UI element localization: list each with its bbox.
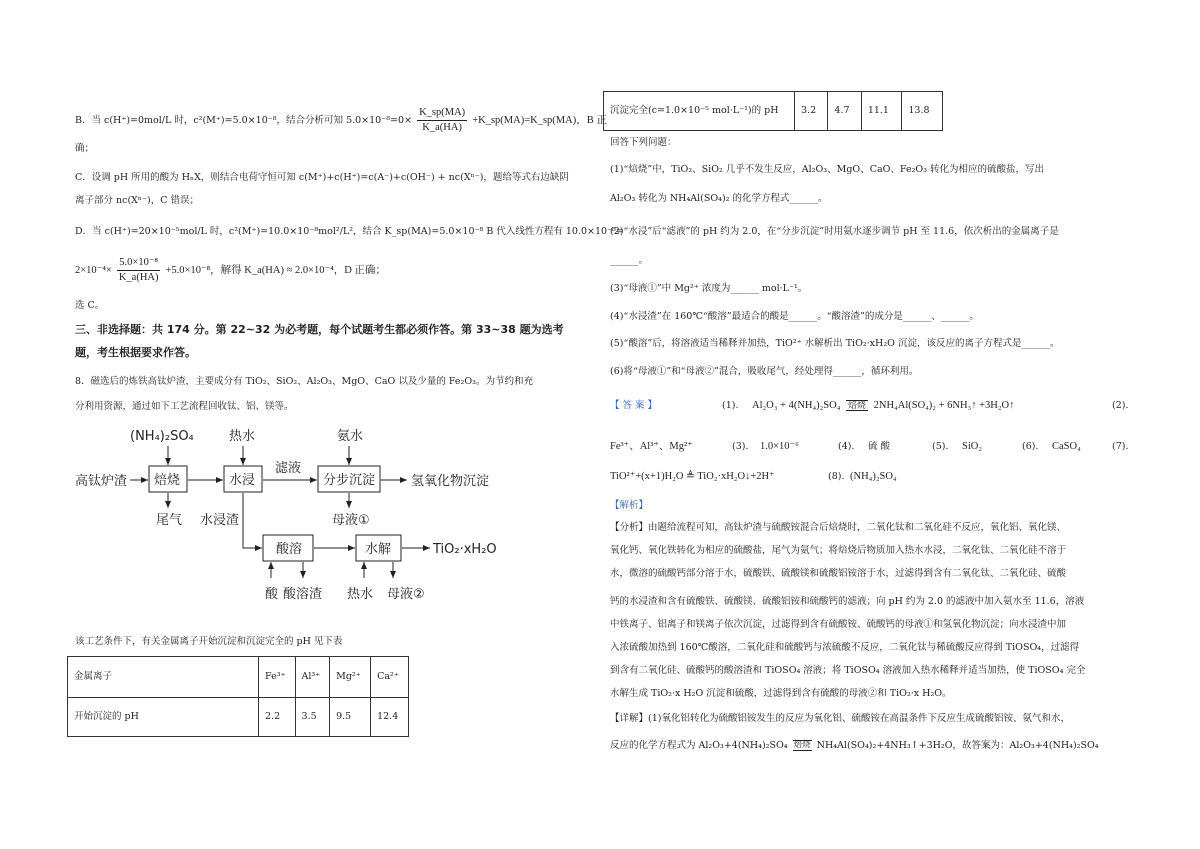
option-c-line1: C．设调 pH 所用的酸为 HₙX，则结合电荷守恒可知 c(M⁺)+c(H⁺)=c(A⁻)+c(OH⁻) + nc(Xⁿ⁻)，题给等式右边缺阴 — [75, 172, 569, 183]
answer-4: 硫 酸 — [868, 441, 891, 452]
analysis-line: 水解生成 TiO₂·x H₂O 沉淀和硫酸，过滤得到含有硫酸的母液②和 TiO₂·x H₂O。 — [610, 688, 952, 699]
process-flow-diagram-bottom — [75, 560, 545, 610]
table-header-row — [68, 657, 409, 698]
analysis-line: 水，微溶的硫酸钙部分溶于水，硫酸铁、硫酸镁和硫酸铝铵溶于水，过滤得到含有二氧化钛、二氧化硅、硫酸 — [610, 568, 1067, 579]
analysis-line: 【分析】由题给流程可知，高钛炉渣与硫酸铵混合后焙烧时，二氧化钛和二氧化硅不反应，氧化铝、氧化镁、 — [610, 522, 1067, 533]
answer-1-number: (1). — [722, 400, 739, 411]
option-b-fraction: $\frac{K\_sp(MA)}{K\_a(HA)}$ — [419, 107, 466, 134]
flow-tail-gas: 尾气 — [156, 513, 183, 528]
subquestion-6: (6)将“母液①”和“母液②”混合，吸收尾气，经处理得______，循环利用。 — [610, 366, 919, 377]
flow-water-leach-residue: 水浸渣 — [200, 513, 240, 528]
subquestion-1-line2: Al₂O₃ 转化为 NH₄Al(SO₄)₂ 的化学方程式______。 — [610, 193, 828, 204]
flow-acid-residue: 酸溶渣 — [283, 587, 323, 602]
table-cell: 3.2 — [795, 92, 828, 131]
subquestion-2-line2: ______。 — [610, 255, 649, 266]
option-c-line2: 离子部分 nc(Xⁿ⁻)，C 错误； — [75, 195, 200, 206]
answer-1-equation: Al₂O₃ + 4(NH₄)₂SO₄ 焙烧 2NH₄Al(SO₄)₂ + 6NH₃↑ +3H₂O↑ — [752, 400, 1015, 411]
table-cell: Fe³⁺ — [259, 657, 296, 698]
table-cell: Ca²⁺ — [371, 657, 409, 698]
answer-label: 【 答 案 】 — [610, 400, 658, 411]
flow-box-roast-label: 焙烧 — [154, 473, 181, 488]
table-cell: 2.2 — [259, 698, 296, 737]
table-cell: 沉淀完全(c=1.0×10⁻⁵ mol·L⁻¹)的 pH — [604, 92, 795, 131]
section-heading-line1: 三、非选择题：共 174 分。第 22~32 为必考题，每个试题考生都必须作答。第 33~38 题为选考 — [75, 323, 564, 336]
flow-hot-water-input: 热水 — [347, 587, 374, 602]
table-cell: Al³⁺ — [295, 657, 330, 698]
subquestion-2-line1: (2)“水浸”后“滤液”的 pH 约为 2.0，在“分步沉淀”时用氨水逐步调节 pH 至 11.6，依次析出的金属离子是 — [610, 226, 1059, 237]
answer-7-number: (7). — [1112, 441, 1129, 452]
flow-box-hydrolysis-label: 水解 — [365, 542, 392, 557]
reaction-condition: 焙烧 — [793, 740, 811, 750]
option-b-line1: B．当 c(H⁺)=0mol/L 时，c²(M⁺)=5.0×10⁻⁸，结合分析可知 5.0×10⁻⁸=0× $\frac{K\_sp(MA)}{K\_a(HA)}$ +K_sp(MA)=K_sp(MA)，B 正 — [75, 106, 607, 135]
question-8-line1: 8．磁选后的炼铁高钛炉渣，主要成分有 TiO₂、SiO₂、Al₂O₃、MgO、CaO 以及少量的 Fe₂O₃。为节约和充 — [75, 376, 533, 387]
option-d-line2: 2×10⁻⁴× $\frac{\text{5.0×10⁻⁸}}{K\_a(HA)}$ +5.0×10⁻⁸，解得 K_a(HA) ≈ 2.0×10⁻⁴，D 正确； — [75, 256, 386, 285]
process-flow-diagram — [75, 420, 545, 580]
subquestion-1-line1: (1)“焙烧”中，TiO₂、SiO₂ 几乎不发生反应，Al₂O₃、MgO、CaO、Fe₂O₃ 转化为相应的硫酸盐，写出 — [610, 164, 1045, 175]
analysis-line: 钙的水浸渣和含有硫酸铁、硫酸镁、硫酸铝铵和硫酸钙的滤液；向 pH 约为 2.0 的滤液中加入氨水至 11.6，溶液 — [610, 596, 1085, 607]
option-d-line1: D．当 c(H⁺)=20×10⁻⁵mol/L 时，c²(M⁺)=10.0×10⁻⁸mol²/L²，结合 K_sp(MA)=5.0×10⁻⁸ B 代入线性方程有 10.0×10⁻⁸= — [75, 226, 624, 237]
question-8-line2: 分利用资源，通过如下工艺流程回收钛、铝、镁等。 — [75, 401, 294, 412]
table-cell: 金属离子 — [68, 657, 259, 698]
answer-2: Fe³⁺、Al³⁺、Mg²⁺ — [610, 441, 693, 452]
analysis-line: 入浓硫酸加热到 160℃酸溶，二氧化硅和硫酸钙与浓硫酸不反应，二氧化钛与稀硫酸反应得到 TiOSO₄，过滤得 — [610, 642, 1080, 653]
answer-8-number: (8). — [828, 471, 845, 482]
detail-line1: 【详解】(1)氧化铝转化为硫酸铝铵发生的反应为氧化铝、硫酸铵在高温条件下反应生成硫酸铝铵、氨气和水， — [610, 713, 1070, 724]
answer-6-number: (6). — [1022, 441, 1039, 452]
answer-7: TiO²⁺+(x+1)H₂O ≜ TiO₂·xH₂O↓+2H⁺ — [610, 471, 775, 482]
flow-product-titania: TiO₂·xH₂O — [433, 542, 497, 557]
flow-box-water-leach-label: 水浸 — [229, 473, 256, 488]
analysis-line: 到含有二氧化硅、硫酸钙的酸溶渣和 TiOSO₄ 溶液；将 TiOSO₄ 溶液加入热水稀释并适当加热，使 TiOSO₄ 完全 — [610, 665, 1086, 676]
prompt: 回答下列问题： — [610, 137, 677, 148]
answer-4-number: (4). — [838, 441, 855, 452]
table-cell: 4.7 — [828, 92, 861, 131]
table-cell: 3.5 — [295, 698, 330, 737]
flow-box-stepwise-precipitation-label: 分步沉淀 — [323, 473, 376, 488]
flow-hydroxide-precipitate: 氢氧化物沉淀 — [411, 474, 490, 489]
answer-3-number: (3). — [732, 441, 749, 452]
flow-filtrate: 滤液 — [275, 461, 302, 476]
answer-2-number: (2). — [1112, 400, 1129, 411]
subquestion-4: (4)“水浸渣”在 160℃“酸溶”最适合的酸是______。“酸溶渣”的成分是______、______。 — [610, 311, 979, 322]
flow-reagent-ammonia: 氨水 — [337, 429, 364, 444]
ion-ph-table-continued — [603, 91, 943, 131]
answer-5: SiO₂ — [962, 441, 983, 452]
analysis-line: 氧化钙、氧化铁转化为相应的硫酸盐，尾气为氨气；将焙烧后物质加入热水水浸，二氧化钛、二氧化硅不溶于 — [610, 545, 1067, 556]
analysis-label: 【解析】 — [610, 500, 649, 511]
answer-3: 1.0×10⁻⁶ — [760, 441, 799, 452]
table-intro: 该工艺条件下，有关金属离子开始沉淀和沉淀完全的 pH 见下表 — [75, 636, 343, 647]
ion-ph-table — [67, 656, 409, 737]
answer-6: CaSO₄ — [1052, 441, 1081, 452]
detail-line2: 反应的化学方程式为 Al₂O₃+4(NH₄)₂SO₄ 焙烧 NH₄Al(SO₄)₂+4NH₃↑+3H₂O，故答案为：Al₂O₃+4(NH₄)₂SO₄ — [610, 740, 1099, 751]
reaction-condition: 焙烧 — [848, 400, 867, 411]
table-cell: 12.4 — [371, 698, 409, 737]
section-heading-line2: 题，考生根据要求作答。 — [75, 346, 196, 359]
flow-reagent-hot-water: 热水 — [229, 429, 256, 444]
subquestion-5: (5)“酸溶”后，将溶液适当稀释并加热，TiO²⁺ 水解析出 TiO₂·xH₂O 沉淀，该反应的离子方程式是______。 — [610, 338, 1060, 349]
table-row — [68, 698, 409, 737]
table-cell: 13.8 — [902, 92, 943, 131]
option-b-line2: 确； — [75, 143, 95, 154]
table-cell: Mg²⁺ — [330, 657, 371, 698]
flow-box-acid-dissolve-label: 酸溶 — [276, 542, 303, 557]
table-cell: 9.5 — [330, 698, 371, 737]
table-cell: 开始沉淀的 pH — [68, 698, 259, 737]
flow-mother-liquor-2: 母液② — [387, 587, 425, 602]
subquestion-3: (3)“母液①”中 Mg²⁺ 浓度为______ mol·L⁻¹。 — [610, 283, 808, 294]
table-cell: 11.1 — [861, 92, 902, 131]
answer-choice: 选 C。 — [75, 300, 105, 311]
flow-mother-liquor-1: 母液① — [332, 513, 370, 528]
table-row — [604, 92, 943, 131]
flow-acid-input: 酸 — [265, 587, 279, 602]
flow-reagent-ammonium-sulfate: (NH₄)₂SO₄ — [130, 429, 194, 444]
option-d-fraction: $\frac{\text{5.0×10⁻⁸}}{K\_a(HA)}$ — [118, 257, 159, 284]
analysis-line: 中铁离子、铝离子和镁离子依次沉淀，过滤得到含有硫酸铵、硫酸钙的母液①和氢氧化物沉淀；向水浸渣中加 — [610, 619, 1067, 630]
flow-input-label: 高钛炉渣 — [75, 474, 128, 489]
answer-8: (NH₄)₂SO₄ — [850, 471, 897, 482]
answer-5-number: (5). — [932, 441, 949, 452]
